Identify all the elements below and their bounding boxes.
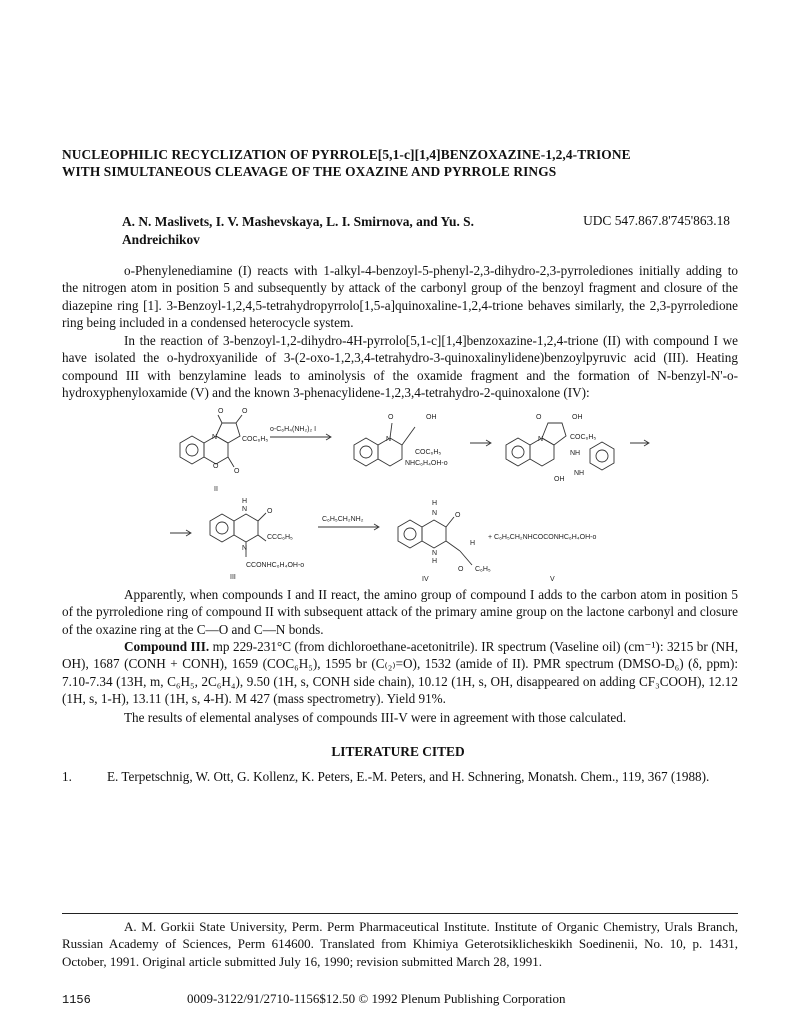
benzoyl-label: COC₆H₅ xyxy=(415,449,442,456)
amine-label: NH xyxy=(574,470,585,477)
benzoyl-label: COC₆H₅ xyxy=(570,434,597,441)
intermediate-2-structure xyxy=(506,414,614,483)
hydroxyl-label: OH xyxy=(426,414,437,421)
compound-iii-structure xyxy=(210,498,304,581)
hydroxyl-label: OH xyxy=(572,414,583,421)
benzoyl-label: COC₆H₅ xyxy=(242,436,269,443)
reagent-label: C₆H₅CH₂NH₂ xyxy=(322,516,364,523)
author-list: A. N. Maslivets, I. V. Mashevskaya, L. I. Smirnova, and Yu. S. Andreichikov xyxy=(122,214,474,247)
copyright-line: 0009-3122/91/2710-1156$12.50 © 1992 Plenum Publishing Corporation xyxy=(187,991,566,1006)
paragraph-compound-iii xyxy=(62,638,738,708)
hydrogen-label: H xyxy=(432,500,438,507)
paragraph-analysis: The results of elemental analyses of compounds III-V were in agreement with those calculated. xyxy=(124,710,627,725)
affiliation-footnote: A. M. Gorkii State University, Perm. Perm Pharmaceutical Institute. Institute of Organic Chemistry, Urals Branch, Russian Academy of Sciences, Perm 614600. Translated from Khimiya Geterotsiklicheskikh Soedinenii, No. 10, p. 1431, October, 1991. Original article submitted July 16, 1990; revision submitted March 28, 1991. xyxy=(62,919,738,969)
nitrogen-label: N xyxy=(386,436,392,443)
oxo-label: O xyxy=(218,408,224,415)
reference-text: E. Terpetschnig, W. Ott, G. Kollenz, K. Peters, E.-M. Peters, and H. Schnering, Monatsh. Chem., 119, 367 (1988). xyxy=(107,769,710,784)
page-number: 1156 xyxy=(62,993,91,1007)
oxo-label: O xyxy=(388,414,394,421)
reaction-scheme xyxy=(170,405,670,585)
hydrogen-label: H xyxy=(242,498,248,505)
phenyl-label: C₆H₅ xyxy=(475,566,491,573)
compound-iii-data: mp 229-231°C (from dichloroethane-acetonitrile). IR spectrum (Vaseline oil) (cm⁻¹): 3215 br (NH, OH), 1687 (CONH + CONH), 1659 (COC₆H₅), 1595 br (C₍₂₎=O), 1532 (amide of II). PMR spectrum (DMSO-D₆) (δ, ppm): 7.10-7.34 (13H, m, C₆H₅, 2C₆H₄), 9.50 (1H, s, CONH side chain), 10.12 (1H, s, OH, disappeared on adding CF₃COOH), 12.12 (1H, s, 1-H), 13.11 (1H, s, 4-H). M 427 (mass spectrometry). Yield 91%. xyxy=(62,639,738,707)
paragraph-reaction: In the reaction of 3-benzoyl-1,2-dihydro-4H-pyrrolo[5,1-c][1,4]benzoxazine-1,2,4-trione (II) with compound I we have isolated the o-hydroxyanilide of 3-(2-oxo-1,2,3,4-tetrahydro-3-quinoxalinylidene)benzoylpyruvic acid (III). Heating compound III with benzylamine leads to aminolysis of the oxamide fragment and the formation of N-benzyl-N'-o-hydroxyphenyloxamide (V) and the known 3-phenacylidene-1,2,3,4-tetrahydro-2-quinoxalone (IV): xyxy=(62,333,738,401)
compound-iv-structure xyxy=(398,500,491,583)
byproduct-v-formula: + C₆H₅CH₂NHCOCONHC₆H₄OH-o xyxy=(488,534,597,541)
amine-label: NH xyxy=(570,450,581,457)
anilide-chain-label: CCONHC₆H₄OH-o xyxy=(246,562,305,569)
reagent-label: o-C₆H₄(NH₂)₂ I xyxy=(270,426,317,433)
article-title: NUCLEOPHILIC RECYCLIZATION OF PYRROLE[5,1-c][1,4]BENZOXAZINE-1,2,4-TRIONE WITH SIMULTANEOUS CLEAVAGE OF THE OXAZINE AND PYRROLE RINGS xyxy=(62,147,631,179)
nitrogen-label: N xyxy=(432,550,438,557)
ring-oxygen-label: O xyxy=(213,463,219,470)
oxo-label: O xyxy=(536,414,542,421)
benzoyl-label: CCC₆H₅ xyxy=(267,534,293,541)
nitrogen-label: N xyxy=(432,510,438,517)
compound-iii-heading: Compound III. xyxy=(124,639,210,654)
compound-iv-label: IV xyxy=(422,576,429,583)
intermediate-1-structure xyxy=(354,414,448,467)
compound-iii-label: III xyxy=(230,574,236,581)
paragraph-intro: o-Phenylenediamine (I) reacts with 1-alkyl-4-benzoyl-5-phenyl-2,3-dihydro-2,3-pyrrolediones initially adding to the nitrogen atom in position 5 and subsequently by attack of the carbonyl group of the benzoyl fragment and closure of the diazepine ring [1]. 3-Benzoyl-1,2,4,5-tetrahydropyrrolo[1,5-a]quinoxaline-1,2,4-trione behaves similarly, the 2,3-pyrroledione ring being included in a condensed heterocycle system. xyxy=(62,263,738,331)
oxo-label: O xyxy=(267,508,273,515)
oxo-label: O xyxy=(242,408,248,415)
oxo-label: O xyxy=(455,512,461,519)
udc-code: UDC 547.867.8'745'863.18 xyxy=(583,213,730,228)
nitrogen-label: N xyxy=(242,545,248,552)
footnote-rule xyxy=(62,913,738,914)
compound-ii-label: II xyxy=(214,486,218,493)
nitrogen-label: N xyxy=(538,436,544,443)
anilide-label: NHC₆H₄OH-o xyxy=(405,460,448,467)
hydrogen-label: H xyxy=(432,558,438,565)
hydrogen-label: H xyxy=(470,540,476,547)
paragraph-mechanism: Apparently, when compounds I and II react, the amino group of compound I adds to the carbon atom in position 5 of the pyrroledione ring of compound II with subsequent attack of the primary amine group on the lactone carbonyl and closure of the oxazine ring at the C—O and C—N bonds. xyxy=(62,587,738,637)
nitrogen-label: N xyxy=(242,506,248,513)
reference-number: 1. xyxy=(62,769,72,784)
oxo-label: O xyxy=(458,566,464,573)
nitrogen-label: N xyxy=(212,434,218,441)
compound-v-label: V xyxy=(550,576,555,583)
oxo-label: O xyxy=(234,468,240,475)
hydroxyl-label: OH xyxy=(554,476,565,483)
literature-heading: LITERATURE CITED xyxy=(331,744,465,759)
compound-ii-structure xyxy=(180,408,268,493)
